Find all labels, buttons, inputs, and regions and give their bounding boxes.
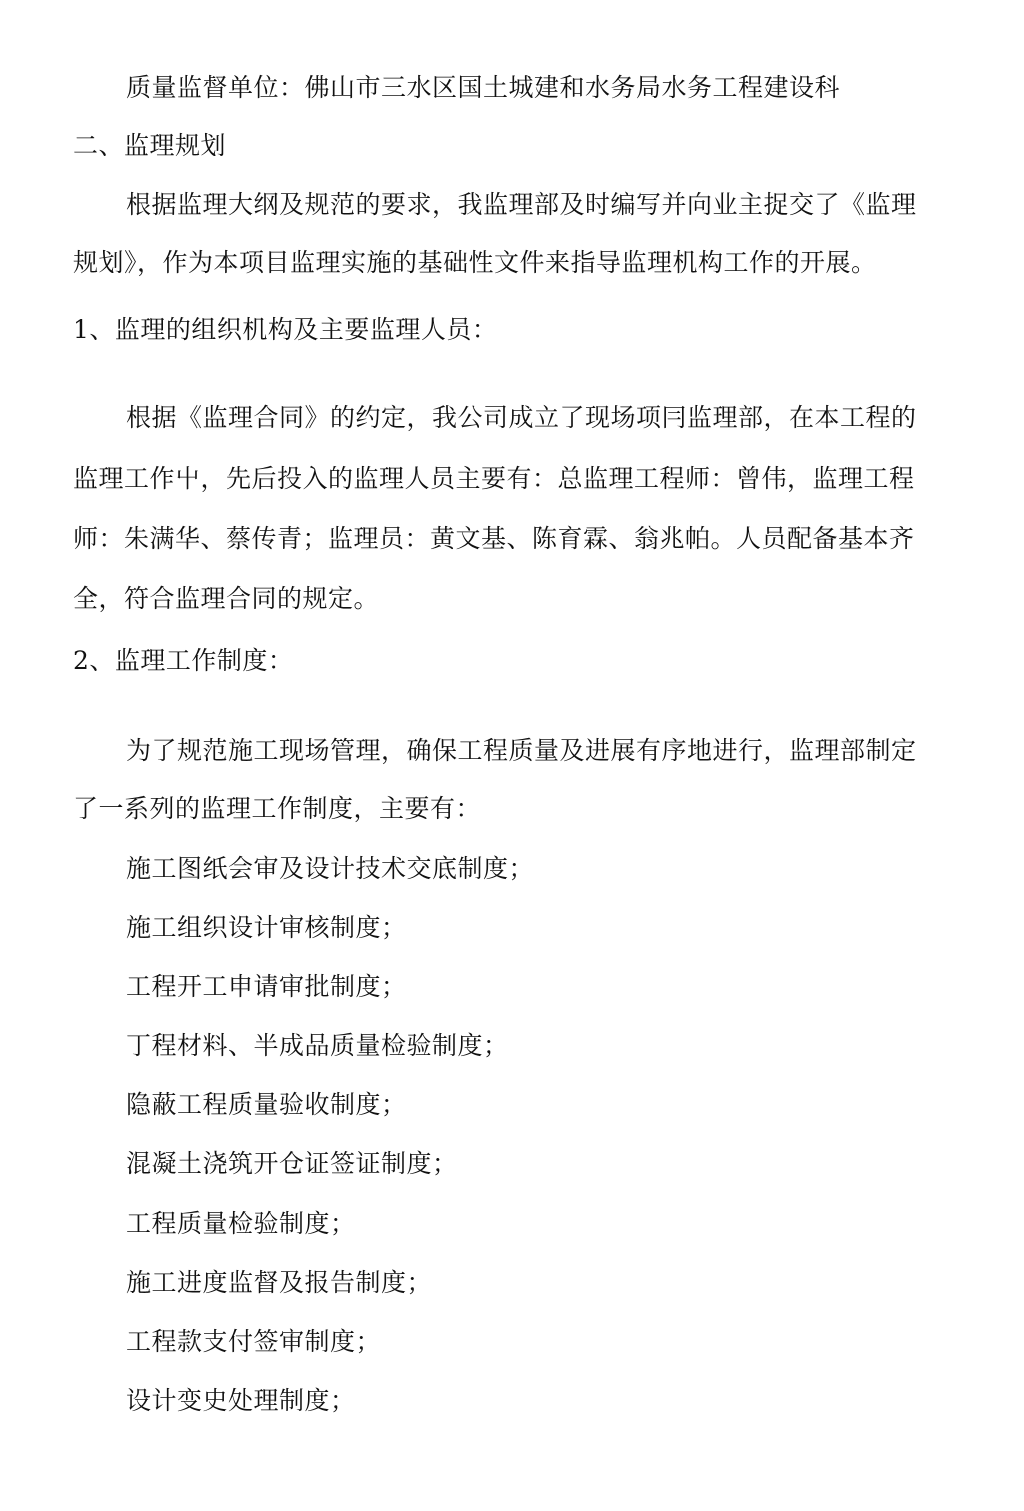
- personnel-paragraph-line-1: 根据《监理合同》的约定，我公司成立了现场项冃监理部，在本工程的: [126, 403, 917, 432]
- supervision-unit-line: 质量监督单位：佛山市三水区国土城建和水务局水务工程建设科: [126, 73, 841, 102]
- planning-paragraph-line-2: 规划》，作为本项目监理实施的基础性文件来指导监理机构工作的开展。: [73, 248, 877, 277]
- sub-heading-organization: 1、监理的组织机构及主要监理人员：: [73, 315, 498, 344]
- personnel-paragraph-line-4: 全，符合监理合同的规定。: [73, 584, 380, 613]
- personnel-paragraph-line-2: 监理工作屮，先后投入的监理人员主要有：总监理工程师：曾伟，监理工程: [73, 464, 915, 493]
- system-item: 工程款支付签审制度；: [126, 1327, 382, 1356]
- system-item: 施工图纸会审及设计技术交底制度；: [126, 854, 535, 883]
- system-item: 施工组织设计审核制度；: [126, 913, 407, 942]
- system-paragraph-line-2: 了一系列的监理工作制度，主要有：: [73, 794, 482, 823]
- system-item: 工程质量检验制度；: [126, 1209, 356, 1238]
- planning-paragraph-line-1: 根据监理大纲及规范的要求，我监理部及时编写并向业主捉交了《监理: [126, 190, 917, 219]
- system-item: 丁程材料、半成品质量检验制度；: [126, 1031, 509, 1060]
- personnel-paragraph-line-3: 师：朱满华、蔡传青；监理员：黄文基、陈育霖、翁兆帕。人员配备基本齐: [73, 524, 915, 553]
- system-paragraph-line-1: 为了规范施工现场管理，确保工程质量及进展有序地进行，监理部制定: [126, 736, 917, 765]
- system-item: 设计变史处理制度；: [126, 1386, 356, 1415]
- system-item: 施工进度监督及报告制度；: [126, 1268, 433, 1297]
- system-item: 混凝土浇筑开仓证签证制度；: [126, 1149, 458, 1178]
- section-heading: 二、监理规划: [73, 131, 227, 160]
- system-item: 工程开工申请审批制度；: [126, 972, 407, 1001]
- sub-heading-work-system: 2、监理工作制度：: [73, 646, 294, 675]
- system-item: 隐蔽工程质量验收制度；: [126, 1090, 407, 1119]
